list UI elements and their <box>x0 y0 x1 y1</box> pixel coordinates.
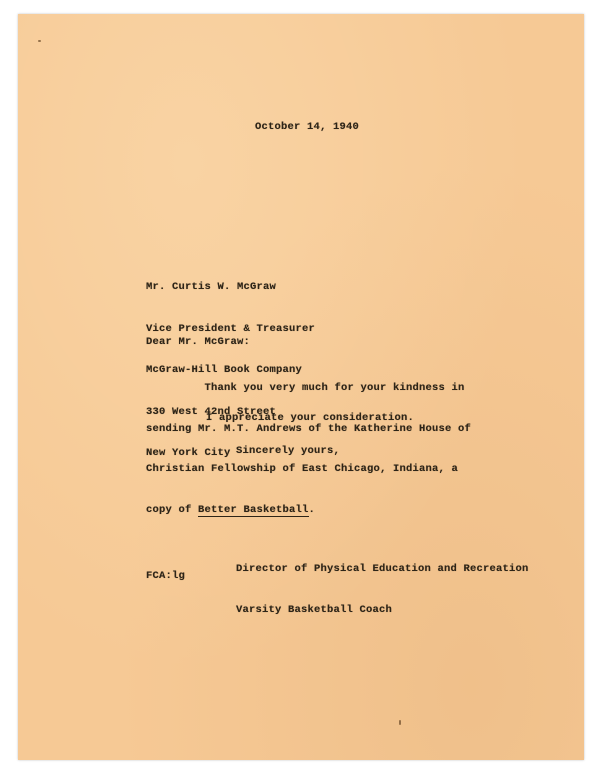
signature-subtitle: Varsity Basketball Coach <box>236 603 393 616</box>
salutation: Dear Mr. McGraw: <box>146 336 251 348</box>
recipient-title: Vice President & Treasurer <box>146 322 316 335</box>
letter-date: October 14, 1940 <box>255 121 360 133</box>
signature-block <box>236 536 529 644</box>
body-line: sending Mr. M.T. Andrews of the Katherine House of <box>146 422 472 435</box>
body-line: copy of <box>146 503 199 516</box>
closing: Sincerely yours, <box>236 445 341 457</box>
appreciation-line: I appreciate your consideration. <box>206 412 415 424</box>
recipient-street: 330 West 42nd Street <box>146 405 277 418</box>
recipient-city: New York City <box>146 447 231 459</box>
letter-paper <box>18 14 584 760</box>
body-line: Thank you very much for your kindness in <box>146 382 465 394</box>
body-line: Christian Fellowship of East Chicago, Indiana, a <box>146 463 459 475</box>
signature-title: Director of Physical Education and Recreation <box>236 563 529 575</box>
recipient-company: McGraw-Hill Book Company <box>146 364 303 376</box>
paper-speck <box>38 40 41 42</box>
recipient-name: Mr. Curtis W. McGraw <box>146 281 277 293</box>
typist-initials: FCA:lg <box>146 570 186 582</box>
book-title: Better Basketball <box>198 503 309 516</box>
body-period: . <box>308 503 316 516</box>
body-line-last <box>146 504 471 518</box>
paper-speck <box>399 720 401 725</box>
